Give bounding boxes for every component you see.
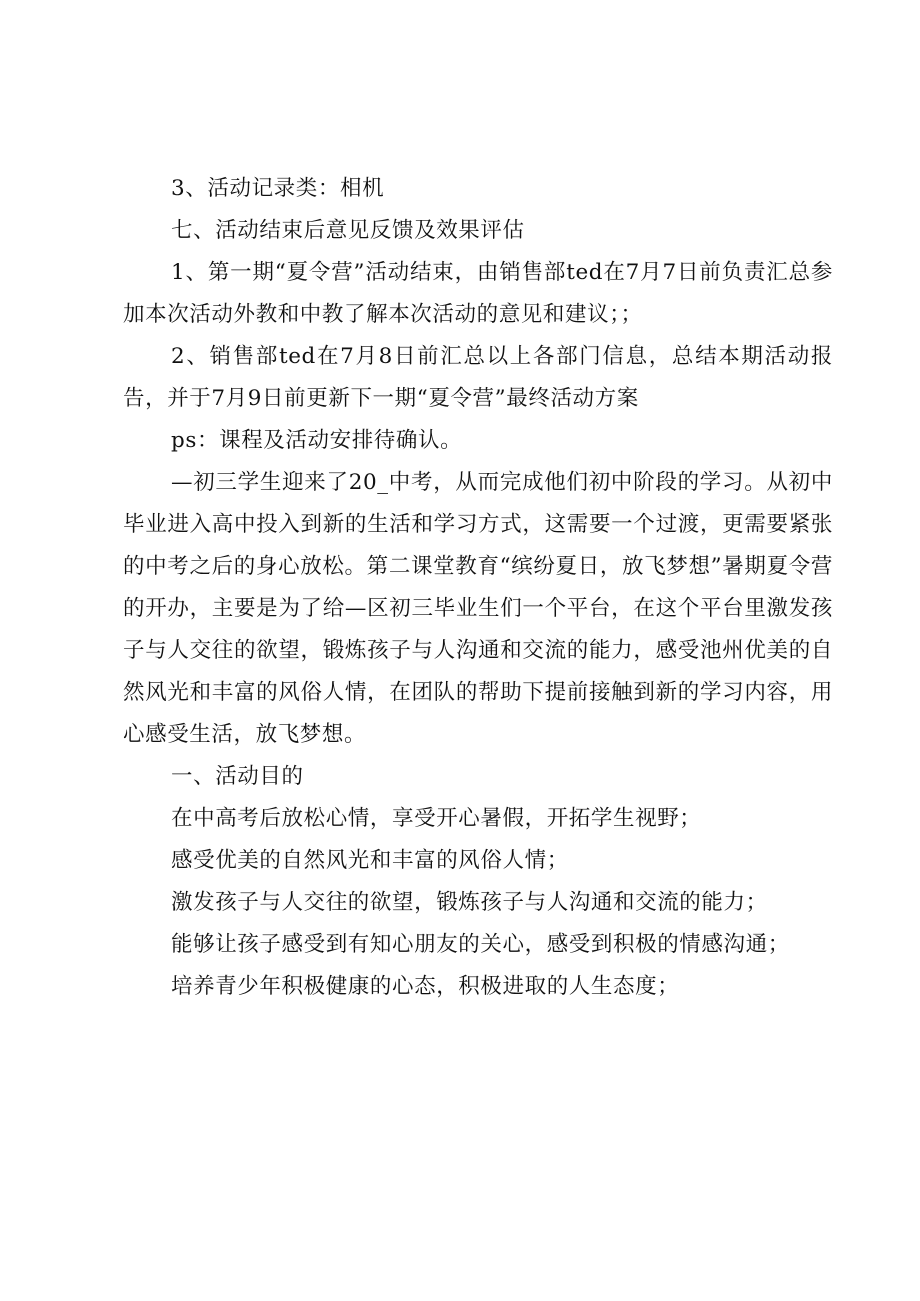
purpose-item-attitude: 培养青少年积极健康的心态，积极进取的人生态度； — [171, 974, 680, 999]
purpose-item-friendship: 能够让孩子感受到有知心朋友的关心，感受到积极的情感沟通； — [171, 932, 790, 957]
paragraph-recording-equipment: 3、活动记录类：相机 — [171, 176, 385, 201]
purpose-item-scenery: 感受优美的自然风光和丰富的风俗人情； — [171, 848, 569, 873]
purpose-item-communication: 激发孩子与人交往的欲望，锻炼孩子与人沟通和交流的能力； — [171, 890, 768, 915]
paragraph-camp-introduction: —初三学生迎来了20_中考，从而完成他们初中阶段的学习。从初中毕业进入高中投入到新的生活和学习方式，这需要一个过渡，更需要紧张的中考之后的身心放松。第二课堂教育“缤纷夏日，放飞梦想”暑期夏令营的开办，主要是为了给—区初三毕业生们一个平台，在这个平台里激发孩子与人交往的欲望，锻炼孩子与人沟通和交流的能力，感受池州优美的自然风光和丰富的风俗人情，在团队的帮助下提前接触到新的学习内容，用心感受生活，放飞梦想。 — [123, 470, 833, 747]
heading-feedback-evaluation: 七、活动结束后意见反馈及效果评估 — [171, 218, 525, 243]
paragraph-feedback-step-2: 2、销售部ted在7月8日前汇总以上各部门信息，总结本期活动报告，并于7月9日前更新下一期“夏令营”最终活动方案 — [123, 344, 833, 411]
purpose-item-relax: 在中高考后放松心情，享受开心暑假，开拓学生视野； — [171, 806, 702, 831]
paragraph-ps-note: ps：课程及活动安排待确认。 — [171, 428, 463, 453]
document-body — [123, 168, 833, 1008]
heading-activity-purpose: 一、活动目的 — [171, 764, 304, 789]
paragraph-feedback-step-1: 1、第一期“夏令营”活动结束，由销售部ted在7月7日前负责汇总参加本次活动外教和中教了解本次活动的意见和建议；； — [123, 260, 833, 327]
